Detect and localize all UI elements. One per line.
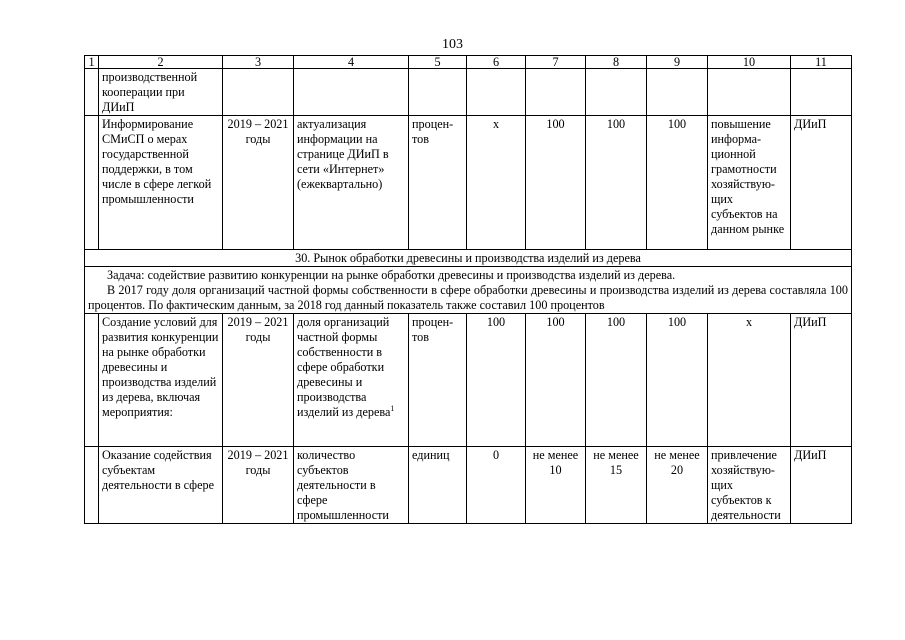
- result-cell: [708, 69, 791, 116]
- period-cell: [223, 69, 294, 116]
- measures-table: [84, 55, 852, 524]
- indicator-cell: актуализация информации на странице ДИиП в сети «Интернет» (ежеквартально): [294, 116, 409, 250]
- column-number: 10: [708, 56, 791, 69]
- column-number: 9: [647, 56, 708, 69]
- result-cell: х: [708, 314, 791, 447]
- value-cell: 100: [526, 314, 586, 447]
- task-row: [85, 267, 852, 314]
- indicator-text: доля организаций частной формы собственности в сфере обработки древесины и производства изделий из дерева: [297, 315, 391, 419]
- indicator-cell: [294, 314, 409, 447]
- column-number: 5: [409, 56, 467, 69]
- result-cell: повышение информа-ционной грамотности хозяйствую-щих субъектов на данном рынке: [708, 116, 791, 250]
- row-number-cell: [85, 447, 99, 524]
- responsible-cell: ДИиП: [791, 116, 852, 250]
- indicator-cell: количество субъектов деятельности в сфере промышленности: [294, 447, 409, 524]
- value-cell: х: [467, 116, 526, 250]
- column-number: 3: [223, 56, 294, 69]
- column-number: 4: [294, 56, 409, 69]
- task-line: Задача: содействие развитию конкуренции на рынке обработки древесины и производства изделий из дерева.: [107, 268, 676, 282]
- column-number: 8: [586, 56, 647, 69]
- column-number: 2: [99, 56, 223, 69]
- measure-cell: производственной кооперации при ДИиП: [99, 69, 223, 116]
- column-number: 6: [467, 56, 526, 69]
- table-row: [85, 69, 852, 116]
- column-number: 1: [85, 56, 99, 69]
- row-number-cell: [85, 314, 99, 447]
- measure-cell: Оказание содействия субъектам деятельности в сфере: [99, 447, 223, 524]
- value-cell: 100: [467, 314, 526, 447]
- table-row: [85, 447, 852, 524]
- table-row: [85, 314, 852, 447]
- column-number: 11: [791, 56, 852, 69]
- measure-cell: Информирование СМиСП о мерах государственной поддержки, в том числе в сфере легкой промышленности: [99, 116, 223, 250]
- value-cell: 100: [586, 314, 647, 447]
- result-cell: привлечение хозяйствую-щих субъектов к деятельности: [708, 447, 791, 524]
- responsible-cell: [791, 69, 852, 116]
- row-number-cell: [85, 69, 99, 116]
- unit-cell: процен-тов: [409, 116, 467, 250]
- value-cell: [586, 69, 647, 116]
- period-cell: 2019 – 2021 годы: [223, 116, 294, 250]
- measure-cell: Создание условий для развития конкуренции на рынке обработки древесины и производства изделий из дерева, включая мероприятия:: [99, 314, 223, 447]
- task-description: [85, 267, 852, 314]
- indicator-cell: [294, 69, 409, 116]
- responsible-cell: ДИиП: [791, 447, 852, 524]
- column-number: 7: [526, 56, 586, 69]
- value-cell: [526, 69, 586, 116]
- unit-cell: единиц: [409, 447, 467, 524]
- section-title: 30. Рынок обработки древесины и производства изделий из дерева: [85, 250, 852, 267]
- unit-cell: процен-тов: [409, 314, 467, 447]
- table-row: [85, 116, 852, 250]
- row-number-cell: [85, 116, 99, 250]
- value-cell: [647, 69, 708, 116]
- column-number-row: [85, 56, 852, 69]
- value-cell: 100: [526, 116, 586, 250]
- value-cell: [467, 69, 526, 116]
- value-cell: 100: [586, 116, 647, 250]
- value-cell: не менее 20: [647, 447, 708, 524]
- value-cell: 100: [647, 314, 708, 447]
- section-row: [85, 250, 852, 267]
- value-cell: не менее 15: [586, 447, 647, 524]
- value-cell: 0: [467, 447, 526, 524]
- period-cell: 2019 – 2021 годы: [223, 314, 294, 447]
- value-cell: 100: [647, 116, 708, 250]
- footnote-marker: 1: [390, 403, 395, 413]
- unit-cell: [409, 69, 467, 116]
- page-number: 103: [442, 37, 463, 52]
- task-line: В 2017 году доля организаций частной формы собственности в сфере обработки древесины и производства изделий из дерева составляла 100 процентов. По фактическим данным, за 2018 год данный показатель также составил 100 процентов: [88, 283, 848, 312]
- period-cell: 2019 – 2021 годы: [223, 447, 294, 524]
- responsible-cell: ДИиП: [791, 314, 852, 447]
- value-cell: не менее 10: [526, 447, 586, 524]
